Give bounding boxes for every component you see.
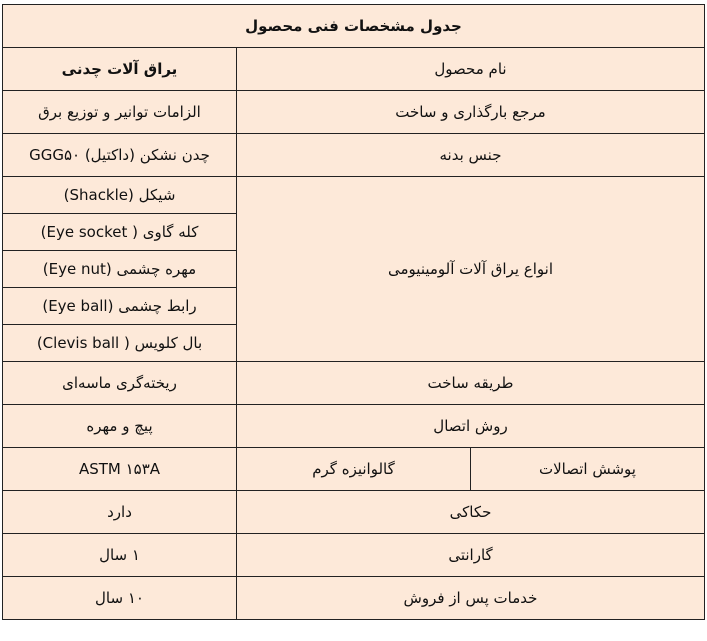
row-value-reference: الزامات توانیر و توزیع برق (3, 91, 237, 134)
row-value-connection: پیچ و مهره (3, 405, 237, 448)
table-row (3, 491, 705, 534)
row-value-engraving: دارد (3, 491, 237, 534)
row-label-warranty: گارانتی (237, 534, 705, 577)
type-item-eye-nut: مهره چشمی (Eye nut) (3, 251, 237, 288)
row-value-after-sales: ۱۰ سال (3, 577, 237, 620)
table-row (3, 448, 705, 491)
row-label-coating: پوشش اتصالات (471, 448, 705, 491)
table-row (3, 48, 705, 91)
row-label-after-sales: خدمات پس از فروش (237, 577, 705, 620)
table-title: جدول مشخصات فنی محصول (3, 5, 705, 48)
row-value-body-material: چدن نشکن (داکتیل) GGG۵۰ (3, 134, 237, 177)
table-row (3, 405, 705, 448)
table-row (3, 577, 705, 620)
type-item-clevis-ball: بال کلویس ( Clevis ball) (3, 325, 237, 362)
table-row (3, 91, 705, 134)
row-label-connection: روش اتصال (237, 405, 705, 448)
row-label-reference: مرجع بارگذاری و ساخت (237, 91, 705, 134)
row-label-engraving: حکاکی (237, 491, 705, 534)
table-row (3, 534, 705, 577)
row-label-types: انواع یراق آلات آلومینیومی (237, 177, 705, 362)
type-item-eye-ball: رابط چشمی (Eye ball) (3, 288, 237, 325)
spec-table (2, 4, 705, 620)
type-item-shackle: شیکل (Shackle) (3, 177, 237, 214)
row-label-product-name: نام محصول (237, 48, 705, 91)
row-value-manufacturing: ریخته‌گری ماسه‌ای (3, 362, 237, 405)
type-item-eye-socket: کله گاوی ( Eye socket) (3, 214, 237, 251)
table-row (3, 134, 705, 177)
row-value-coating: ASTM ۱۵۳A (3, 448, 237, 491)
row-sub-coating: گالوانیزه گرم (237, 448, 471, 491)
row-value-product-name: یراق آلات چدنی (3, 48, 237, 91)
table-row (3, 177, 705, 214)
table-row (3, 362, 705, 405)
row-label-manufacturing: طریقه ساخت (237, 362, 705, 405)
row-value-warranty: ۱ سال (3, 534, 237, 577)
row-label-body-material: جنس بدنه (237, 134, 705, 177)
